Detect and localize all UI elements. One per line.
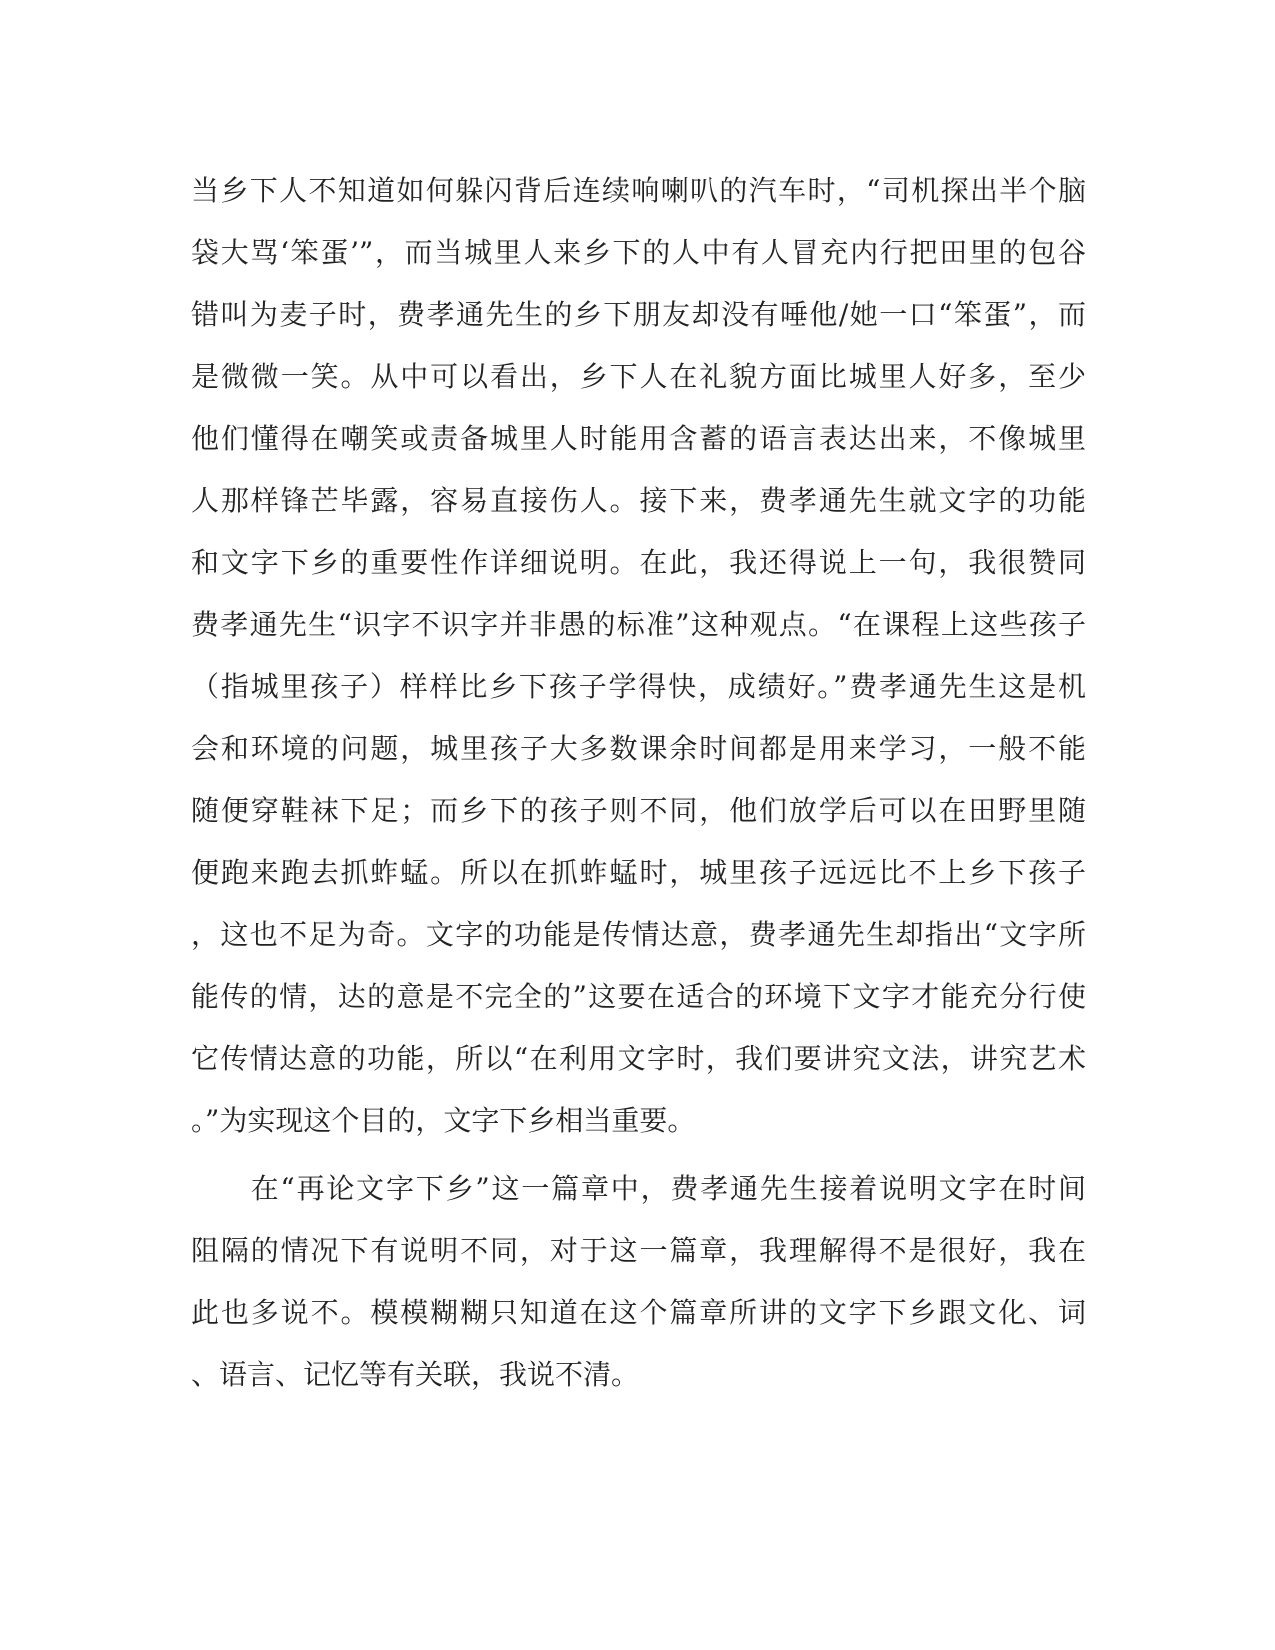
paragraph-2 — [191, 1158, 1086, 1406]
paragraph-line: 错叫为麦子时，费孝通先生的乡下朋友却没有唾他/她一口“笨蛋”，而 — [191, 298, 1086, 331]
paragraph-line: 它传情达意的功能，所以“在利用文字时，我们要讲究文法，讲究艺术 — [191, 1042, 1086, 1075]
paragraph-line: 和文字下乡的重要性作详细说明。在此，我还得说上一句，我很赞同 — [191, 546, 1086, 579]
paragraph-1 — [191, 160, 1086, 1152]
paragraph-line: 当乡下人不知道如何躲闪背后连续响喇叭的汽车时，“司机探出半个脑 — [191, 174, 1086, 207]
paragraph-line: 费孝通先生“识字不识字并非愚的标准”这种观点。“在课程上这些孩子 — [191, 608, 1086, 641]
paragraph-line: ，这也不足为奇。文字的功能是传情达意，费孝通先生却指出“文字所 — [191, 918, 1086, 951]
paragraph-line: 此也多说不。模模糊糊只知道在这个篇章所讲的文字下乡跟文化、词 — [191, 1296, 1086, 1329]
paragraph-line: 人那样锋芒毕露，容易直接伤人。接下来，费孝通先生就文字的功能 — [191, 484, 1086, 517]
paragraph-line: 会和环境的问题，城里孩子大多数课余时间都是用来学习，一般不能 — [191, 732, 1086, 765]
paragraph-line: 。”为实现这个目的，文字下乡相当重要。 — [191, 1104, 696, 1137]
document-body — [191, 160, 1086, 1406]
paragraph-line: 在“再论文字下乡”这一篇章中，费孝通先生接着说明文字在时间 — [191, 1172, 1086, 1205]
paragraph-line: 阻隔的情况下有说明不同，对于这一篇章，我理解得不是很好，我在 — [191, 1234, 1086, 1267]
paragraph-line: 袋大骂‘笨蛋’”，而当城里人来乡下的人中有人冒充内行把田里的包谷 — [191, 236, 1086, 269]
paragraph-line: 他们懂得在嘲笑或责备城里人时能用含蓄的语言表达出来，不像城里 — [191, 422, 1086, 455]
paragraph-line: 能传的情，达的意是不完全的”这要在适合的环境下文字才能充分行使 — [191, 980, 1086, 1013]
paragraph-line: 便跑来跑去抓蚱蜢。所以在抓蚱蜢时，城里孩子远远比不上乡下孩子 — [191, 856, 1086, 889]
paragraph-line: 是微微一笑。从中可以看出，乡下人在礼貌方面比城里人好多，至少 — [191, 360, 1086, 393]
paragraph-line: （指城里孩子）样样比乡下孩子学得快，成绩好。”费孝通先生这是机 — [191, 670, 1086, 703]
paragraph-line: 、语言、记忆等有关联，我说不清。 — [191, 1358, 640, 1391]
paragraph-line: 随便穿鞋袜下足；而乡下的孩子则不同，他们放学后可以在田野里随 — [191, 794, 1086, 827]
